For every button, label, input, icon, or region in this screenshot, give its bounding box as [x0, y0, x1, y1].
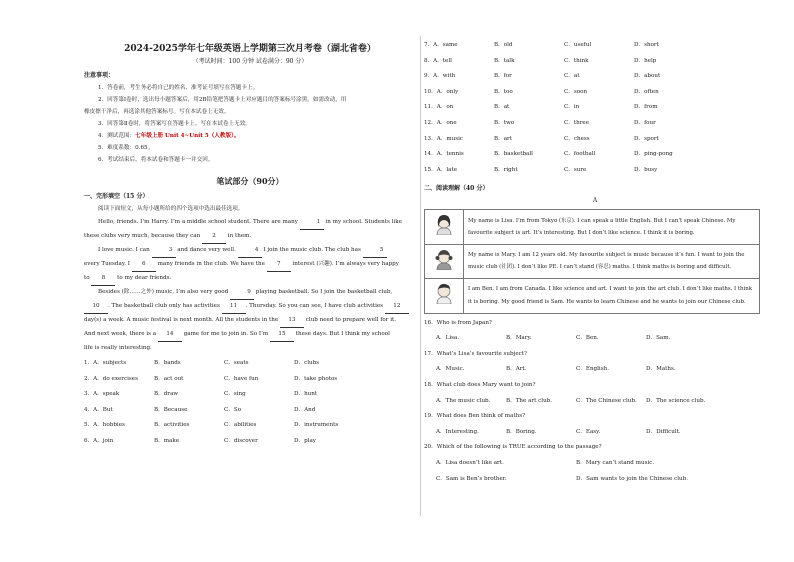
passage-text: interest (兴趣). I’m always very happy — [290, 261, 399, 267]
option-choice[interactable]: 11．A．on — [424, 104, 454, 111]
note-item: 3．回答第Ⅱ卷时，将答案写在答题卡上。写在本试卷上无效。 — [98, 121, 251, 127]
boy-portrait-icon — [433, 282, 455, 304]
option-row — [424, 132, 766, 148]
answer-blank: 4 — [238, 244, 262, 258]
passage-text: club need to prepare well for it. — [303, 317, 397, 323]
passage-text: day(s) a week. A music festival is next month. All the students in the — [84, 317, 280, 323]
answer-blank: 10 — [84, 300, 108, 314]
option-row — [424, 163, 766, 179]
option-choice[interactable]: 4．A．But — [84, 406, 113, 413]
option-choice[interactable]: 8．A．tell — [424, 57, 452, 64]
option-choice[interactable]: A．The music club. — [436, 397, 491, 404]
answer-blank: 2 — [202, 230, 226, 244]
option-choice[interactable]: 10．A．only — [424, 88, 459, 95]
option-choice[interactable]: 9．A．with — [424, 73, 456, 80]
question-text: 19．What does Ben think of maths? — [424, 413, 526, 420]
passage-text: every Tuesday. I — [84, 261, 132, 267]
question-text: 20．Which of the following is TRUE according to the passage? — [424, 444, 602, 451]
option-choice[interactable]: C．Ben. — [576, 335, 599, 342]
option-choice[interactable]: C．seats — [224, 360, 249, 366]
option-row — [424, 85, 766, 101]
option-choice[interactable]: D．sport — [634, 135, 659, 142]
option-row — [424, 456, 766, 472]
exam-info: （考试时间：100 分钟 试卷满分：90 分） — [192, 58, 308, 65]
note-item: 橡皮擦干净后，再选涂其他答案标号。写在本试卷上无效。 — [84, 109, 230, 115]
option-choice[interactable]: D．clubs — [294, 360, 320, 366]
option-choice[interactable]: C．abilities — [224, 422, 257, 429]
option-choice[interactable]: B．right — [494, 166, 518, 173]
answer-blank: 9 — [230, 286, 254, 300]
passage-text: in them. — [226, 233, 252, 239]
passage-text: And next week, there is a — [84, 331, 158, 337]
passage-line — [84, 286, 416, 300]
cloze-passage — [84, 216, 416, 355]
cloze-options-continued — [424, 38, 766, 178]
note-item: 2．回答第Ⅰ卷时，选出每小题答案后，用2B铅笔把答题卡上对应题目的答案标号涂黑。如需改动，用 — [98, 97, 347, 103]
option-row — [84, 387, 416, 403]
answer-blank: 7 — [267, 258, 291, 272]
option-row — [424, 331, 766, 347]
option-choice[interactable]: 2．A．do exercises — [84, 375, 138, 382]
option-row — [84, 356, 416, 372]
passage-line — [84, 272, 416, 286]
option-choice[interactable]: A．Music. — [436, 366, 465, 373]
option-row — [84, 418, 416, 434]
passage-line — [84, 300, 416, 314]
passage-row — [425, 210, 760, 244]
option-choice[interactable]: C．soon — [564, 88, 588, 95]
option-choice[interactable]: B．Mary can’t stand music. — [576, 459, 655, 466]
passage-row — [425, 244, 760, 278]
option-row — [424, 38, 766, 54]
passage-row — [425, 279, 760, 313]
section-written-heading: 笔试部分（90分） — [216, 176, 284, 186]
answer-blank: 3 — [152, 244, 176, 258]
passage-text: and dance very well. — [175, 247, 238, 253]
passage-text-ben: I am Ben. I am from Canada. I like science and art. I want to join the art club. I don’t like maths. I think it is boring. My good friend is Sam. He wants to learn Chinese and he wants to join our Chinese club. — [464, 279, 760, 313]
option-choice[interactable]: B．talk — [494, 57, 515, 64]
reading-questions — [424, 316, 766, 488]
passage-text: in my school. Students like — [323, 219, 402, 225]
passage-line — [84, 230, 416, 244]
option-choice[interactable]: 14．A．tennis — [424, 151, 464, 158]
option-row — [424, 69, 766, 85]
option-row — [424, 54, 766, 70]
option-choice[interactable]: D．help — [634, 57, 657, 64]
option-choice[interactable]: A．Interesting. — [436, 428, 479, 435]
option-choice[interactable]: A．Lisa doesn’t like art. — [436, 459, 504, 466]
option-choice[interactable]: D．Maths. — [646, 366, 676, 373]
left-column — [84, 38, 416, 450]
question-text: 16．Who is from Japan? — [424, 319, 492, 326]
cloze-instruction: 阅读下面短文，从每小题所给的四个选项中选出最佳选项。 — [98, 206, 244, 212]
passage-text: . Thursday. So you can see, I have club activities — [245, 303, 385, 309]
passage-text: Hello, friends. I’m Harry. I’m a middle school student. There are many — [98, 219, 300, 225]
passage-text: I love music. I can — [98, 247, 152, 253]
option-choice[interactable]: B．activities — [154, 422, 190, 429]
reading-passage-table — [424, 209, 760, 313]
option-choice[interactable]: A．Lisa. — [436, 335, 460, 342]
answer-blank: 15 — [270, 328, 294, 342]
passage-line — [84, 342, 416, 355]
option-row — [424, 425, 766, 441]
passage-line — [84, 258, 416, 272]
option-choice[interactable]: B．make — [154, 437, 180, 444]
option-choice[interactable]: D．Sam. — [646, 335, 671, 342]
option-choice[interactable]: D．Sam wants to join the Chinese club. — [576, 475, 688, 482]
right-column — [424, 38, 766, 487]
question-text: 18．What club does Mary want to join? — [424, 381, 536, 388]
note-item: 5．难度系数：0.65。 — [98, 145, 154, 151]
option-choice[interactable]: D．play — [294, 437, 316, 444]
note-item: 4．测试范围：七年级上册 Unit 4~Unit 5（人教版）。 — [98, 133, 240, 139]
passage-text: Besides (除……之外) music, I’m also very good — [98, 289, 230, 295]
option-choice[interactable]: B．old — [494, 42, 513, 48]
passage-label: A — [592, 197, 598, 205]
option-choice[interactable]: D．often — [634, 88, 659, 95]
option-choice[interactable]: B．The art club. — [506, 397, 553, 404]
option-choice[interactable]: C．have fun — [224, 375, 259, 382]
passage-line — [84, 216, 416, 230]
passage-text: to my dear friends. — [115, 275, 172, 281]
option-choice[interactable]: D．Difficult. — [646, 428, 681, 435]
option-choice[interactable]: B．for — [494, 73, 512, 80]
option-choice[interactable]: B．Mary. — [506, 335, 532, 342]
note-item: 6．考试结束后，将本试卷和答题卡一并交回。 — [98, 157, 214, 163]
girl-portrait-icon — [433, 248, 455, 270]
lisa-avatar — [425, 210, 464, 244]
passage-text: these clubs very much, because they can — [84, 233, 203, 239]
option-choice[interactable]: B．act out — [154, 375, 184, 382]
option-row — [424, 472, 766, 488]
option-choice[interactable]: D．about — [634, 73, 661, 80]
passage-text: life is really interesting. — [84, 345, 152, 351]
option-choice[interactable]: D．take photos — [294, 375, 338, 382]
passage-line — [84, 328, 416, 342]
answer-blank: 6 — [132, 258, 156, 272]
ben-avatar — [425, 279, 464, 313]
option-choice[interactable]: 5．A．hobbies — [84, 422, 125, 429]
option-choice[interactable]: B．basketball — [494, 151, 533, 158]
option-choice[interactable]: D．busy — [634, 166, 658, 173]
option-choice[interactable]: C．in — [564, 104, 580, 111]
page-title: 2024-2025学年七年级英语上学期第三次月考卷（湖北省卷） — [124, 44, 376, 54]
answer-blank: 8 — [91, 272, 115, 286]
option-row — [84, 434, 416, 450]
passage-text: I join the music club. The club has — [261, 247, 363, 253]
column-divider — [420, 36, 421, 516]
option-choice[interactable]: D．And — [294, 406, 316, 413]
answer-blank: 14 — [158, 328, 182, 342]
passage-text: many friends in the club. We have the — [155, 261, 267, 267]
passage-text-mary: My name is Mary. I am 12 years old. My favourite subject is music because it’s fun. I want to join the music club (社团). I don’t like PE. I can’t stand (容忍) maths. I think maths is boring and difficult. — [464, 244, 760, 278]
answer-blank: 11 — [222, 300, 246, 314]
cloze-heading: 一、完形填空（15 分） — [84, 193, 149, 200]
option-choice[interactable]: D．instruments — [294, 422, 339, 429]
passage-text: playing basketball. So I join the basketball club, — [253, 289, 393, 295]
option-row — [424, 147, 766, 163]
passage-line — [84, 314, 416, 328]
option-row — [424, 394, 766, 410]
option-choice[interactable]: B．Art. — [506, 366, 527, 373]
option-choice[interactable]: 6．A．join — [84, 437, 114, 444]
option-choice[interactable]: B．two — [494, 119, 515, 126]
option-choice[interactable]: B．Because — [154, 406, 188, 413]
option-choice[interactable]: C．sing — [224, 391, 246, 398]
option-choice[interactable]: C．football — [564, 151, 596, 158]
passage-text-lisa: My name is Lisa. I’m from Tokyo (东京). I can speak a little English. But I can’t speak Chinese. My favourite subject is art. It’s interesting. But I don’t like science. I think it is boring. — [464, 210, 760, 244]
option-row — [424, 100, 766, 116]
mary-avatar — [425, 244, 464, 278]
option-choice[interactable]: 12．A．one — [424, 119, 457, 126]
note-item: 1．答卷前，考生务必将自己的姓名、准考证号填写在答题卡上。 — [98, 85, 259, 91]
option-choice[interactable]: C．discover — [224, 437, 258, 444]
question-text: 17．What’s Lisa’s favourite subject? — [424, 350, 528, 357]
option-choice[interactable]: D．ping-pong — [634, 151, 673, 158]
answer-blank: 5 — [363, 244, 387, 258]
passage-text: to — [84, 275, 92, 281]
passage-text: these days. But I think my school — [293, 331, 390, 337]
passage-line — [84, 244, 416, 258]
option-choice[interactable]: D．four — [634, 119, 656, 126]
option-choice[interactable]: C．three — [564, 119, 590, 126]
option-choice[interactable]: C．Sam is Ben’s brother. — [436, 475, 507, 482]
option-choice[interactable]: C．Easy. — [576, 428, 601, 435]
option-row — [84, 372, 416, 388]
test-scope: 七年级上册 Unit 4~Unit 5（人教版）。 — [135, 133, 240, 139]
notes-heading: 注意事项： — [84, 72, 115, 79]
answer-blank: 12 — [385, 300, 409, 314]
option-choice[interactable]: B．at — [494, 104, 510, 111]
option-choice[interactable]: C．at — [564, 73, 580, 80]
option-choice[interactable]: 7．A．same — [424, 42, 458, 48]
option-choice[interactable]: B．art — [494, 135, 512, 142]
reading-heading: 二、阅读理解（40 分） — [424, 185, 489, 193]
option-choice[interactable]: B．too — [494, 88, 513, 95]
option-row — [424, 362, 766, 378]
option-choice[interactable]: 3．A．speak — [84, 391, 120, 398]
option-choice[interactable]: C．The Chinese club. — [576, 397, 637, 404]
cloze-options — [84, 356, 416, 450]
option-choice[interactable]: C．English. — [576, 366, 609, 373]
option-row — [424, 116, 766, 132]
option-choice[interactable]: C．sure — [564, 166, 587, 173]
option-choice[interactable]: C．So — [224, 406, 242, 413]
option-choice[interactable]: C．think — [564, 57, 589, 64]
option-choice[interactable]: C．chess — [564, 135, 590, 142]
option-choice[interactable]: B．bands — [154, 360, 181, 366]
option-row — [84, 403, 416, 419]
option-choice[interactable]: 1．A．subjects — [84, 360, 127, 366]
option-choice[interactable]: B．draw — [154, 391, 179, 398]
passage-text: . The basketball club only has activities — [108, 303, 222, 309]
option-choice[interactable]: 13．A．music — [424, 135, 464, 142]
answer-blank: 1 — [300, 216, 324, 230]
option-choice[interactable]: 15．A．late — [424, 166, 458, 173]
passage-text: game for me to join in. So I’m — [181, 331, 270, 337]
option-choice[interactable]: C．useful — [564, 42, 592, 48]
option-choice[interactable]: D．from — [634, 104, 658, 111]
option-choice[interactable]: D．The science club. — [646, 397, 706, 404]
option-choice[interactable]: B．Boring. — [506, 428, 537, 435]
girl-portrait-icon — [433, 213, 455, 235]
answer-blank: 13 — [280, 314, 304, 328]
option-choice[interactable]: D．hunt — [294, 391, 318, 398]
option-choice[interactable]: D．short — [634, 42, 659, 48]
